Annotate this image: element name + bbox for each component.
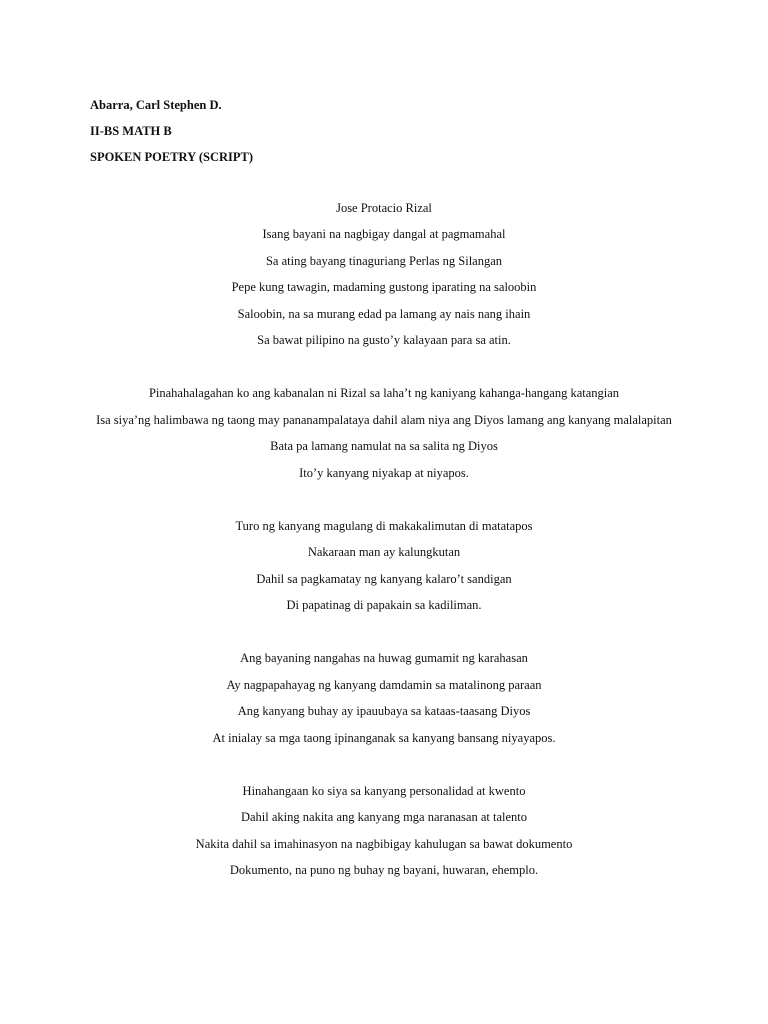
poem-line: Dahil aking nakita ang kanyang mga naranasan at talento <box>240 810 527 825</box>
author-name: Abarra, Carl Stephen D. <box>90 98 222 112</box>
poem-line: Di papatinag di papakain sa kadiliman. <box>286 598 482 613</box>
course-section: II-BS MATH B <box>90 124 172 138</box>
document-type: SPOKEN POETRY (SCRIPT) <box>90 150 254 164</box>
poem-line: Ang bayaning nangahas na huwag gumamit ng karahasan <box>240 651 528 666</box>
poem-line: Hinahangaan ko siya sa kanyang personalidad at kwento <box>242 784 526 799</box>
poem-line: Dokumento, na puno ng buhay ng bayani, huwaran, ehemplo. <box>229 863 539 878</box>
document-header <box>90 92 253 170</box>
stanza-1 <box>0 195 768 353</box>
poem-line: Bata pa lamang namulat na sa salita ng Diyos <box>270 439 498 454</box>
poem-line: Ang kanyang buhay ay ipauubaya sa kataas-taasang Diyos <box>237 704 531 719</box>
poem-line: Isa siya’ng halimbawa ng taong may pananampalataya dahil alam niya ang Diyos lamang ang kanyang malalapitan <box>96 412 672 427</box>
stanza-2 <box>0 380 768 486</box>
poem-line: Pepe kung tawagin, madaming gustong iparating na saloobin <box>231 280 537 295</box>
poem-line: Saloobin, na sa murang edad pa lamang ay nais nang ihain <box>237 306 531 321</box>
poem-line: Ito’y kanyang niyakap at niyapos. <box>299 465 469 480</box>
poem-line: Nakita dahil sa imahinasyon na nagbibigay kahulugan sa bawat dokumento <box>195 836 573 851</box>
poem-line: Turo ng kanyang magulang di makakalimutan di matatapos <box>235 518 533 533</box>
poem-line: Ay nagpapahayag ng kanyang damdamin sa matalinong paraan <box>226 677 542 692</box>
poem-line: Sa bawat pilipino na gusto’y kalayaan para sa atin. <box>257 332 511 347</box>
poem-line: Dahil sa pagkamatay ng kanyang kalaro’t sandigan <box>256 571 512 586</box>
poem-line: Sa ating bayang tinaguriang Perlas ng Silangan <box>265 253 503 268</box>
poem-body <box>0 195 768 911</box>
poem-line: At inialay sa mga taong ipinanganak sa kanyang bansang niyayapos. <box>212 730 556 745</box>
poem-line: Nakaraan man ay kalungkutan <box>307 545 461 560</box>
poem-line: Isang bayani na nagbigay dangal at pagmamahal <box>262 227 506 242</box>
stanza-3 <box>0 513 768 619</box>
stanza-4 <box>0 645 768 751</box>
stanza-5 <box>0 778 768 884</box>
poem-title-line: Jose Protacio Rizal <box>336 201 432 215</box>
poem-line: Pinahahalagahan ko ang kabanalan ni Rizal sa laha’t ng kaniyang kahanga-hangang katangian <box>148 386 620 401</box>
